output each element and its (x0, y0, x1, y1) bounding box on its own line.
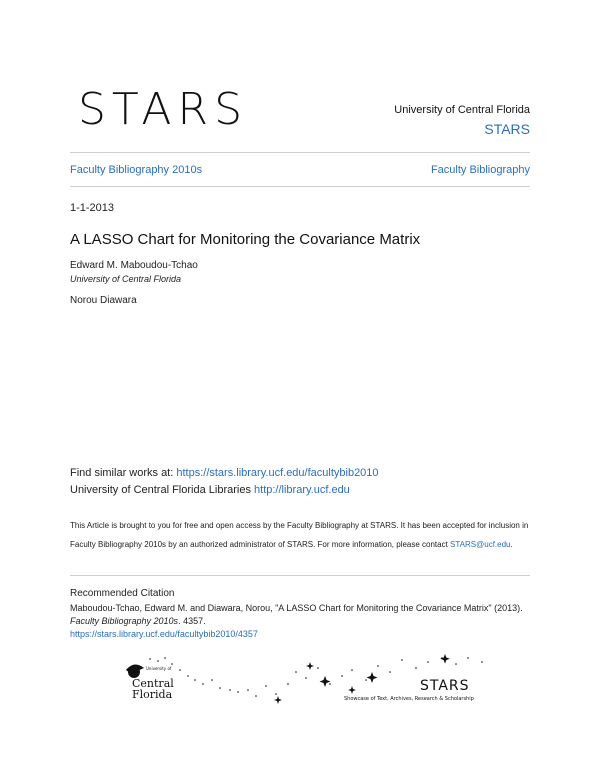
libraries-link[interactable]: http://library.ucf.edu (254, 484, 350, 496)
access-statement (70, 516, 532, 554)
footer-logos (120, 650, 500, 710)
similar-works-line (70, 467, 379, 479)
author-name: Edward M. Maboudou-Tchao (70, 260, 198, 271)
publication-date: 1-1-2013 (70, 202, 115, 214)
author-affiliation: University of Central Florida (70, 274, 182, 284)
footer-stars-tagline: Showcase of Text, Archives, Research & Scholarship (344, 696, 474, 702)
ucf-logo-line3: Florida (132, 688, 173, 701)
divider-top (70, 152, 530, 153)
citation-part1: Maboudou-Tchao, Edward M. and Diawara, Norou, "A LASSO Chart for Monitoring the Covariance Matrix" (2013). (70, 603, 523, 613)
stars-logo: STARS (78, 84, 248, 135)
libraries-label: University of Central Florida Libraries (70, 484, 255, 496)
ucf-logo-line1: University of (146, 666, 172, 671)
institution-name: University of Central Florida (394, 104, 530, 116)
libraries-line (70, 484, 350, 496)
access-statement-text: This Article is brought to you for free and open access by the Faculty Bibliography at STARS. It has been accepted for inclusion in Faculty Bibliography 2010s by an authorized administrator of STARS. For more information, please contact (70, 521, 529, 549)
citation-series: Faculty Bibliography 2010s (70, 616, 179, 626)
similar-works-link[interactable]: https://stars.library.ucf.edu/facultybib2010 (176, 467, 379, 479)
access-statement-end: . (510, 540, 513, 549)
author-name: Norou Diawara (70, 295, 137, 306)
similar-works-label: Find similar works at: (70, 467, 177, 479)
citation-text (70, 602, 540, 641)
ucf-logo-line2: Central (132, 677, 174, 690)
nav-faculty-bibliography-2010s[interactable]: Faculty Bibliography 2010s (70, 164, 203, 176)
divider-citation (70, 575, 530, 576)
stars-link[interactable]: STARS (484, 121, 530, 137)
ucf-pegasus-icon (126, 664, 144, 678)
contact-email-link[interactable]: STARS@ucf.edu (450, 540, 511, 549)
footer-stars-logo: STARS (420, 678, 470, 694)
citation-link[interactable]: https://stars.library.ucf.edu/facultybib2010/4357 (70, 629, 258, 639)
recommended-citation-heading: Recommended Citation (70, 588, 175, 599)
divider-nav (70, 186, 530, 187)
citation-part2: . 4357. (178, 616, 206, 626)
nav-faculty-bibliography[interactable]: Faculty Bibliography (430, 164, 530, 176)
article-title: A LASSO Chart for Monitoring the Covariance Matrix (70, 231, 421, 248)
